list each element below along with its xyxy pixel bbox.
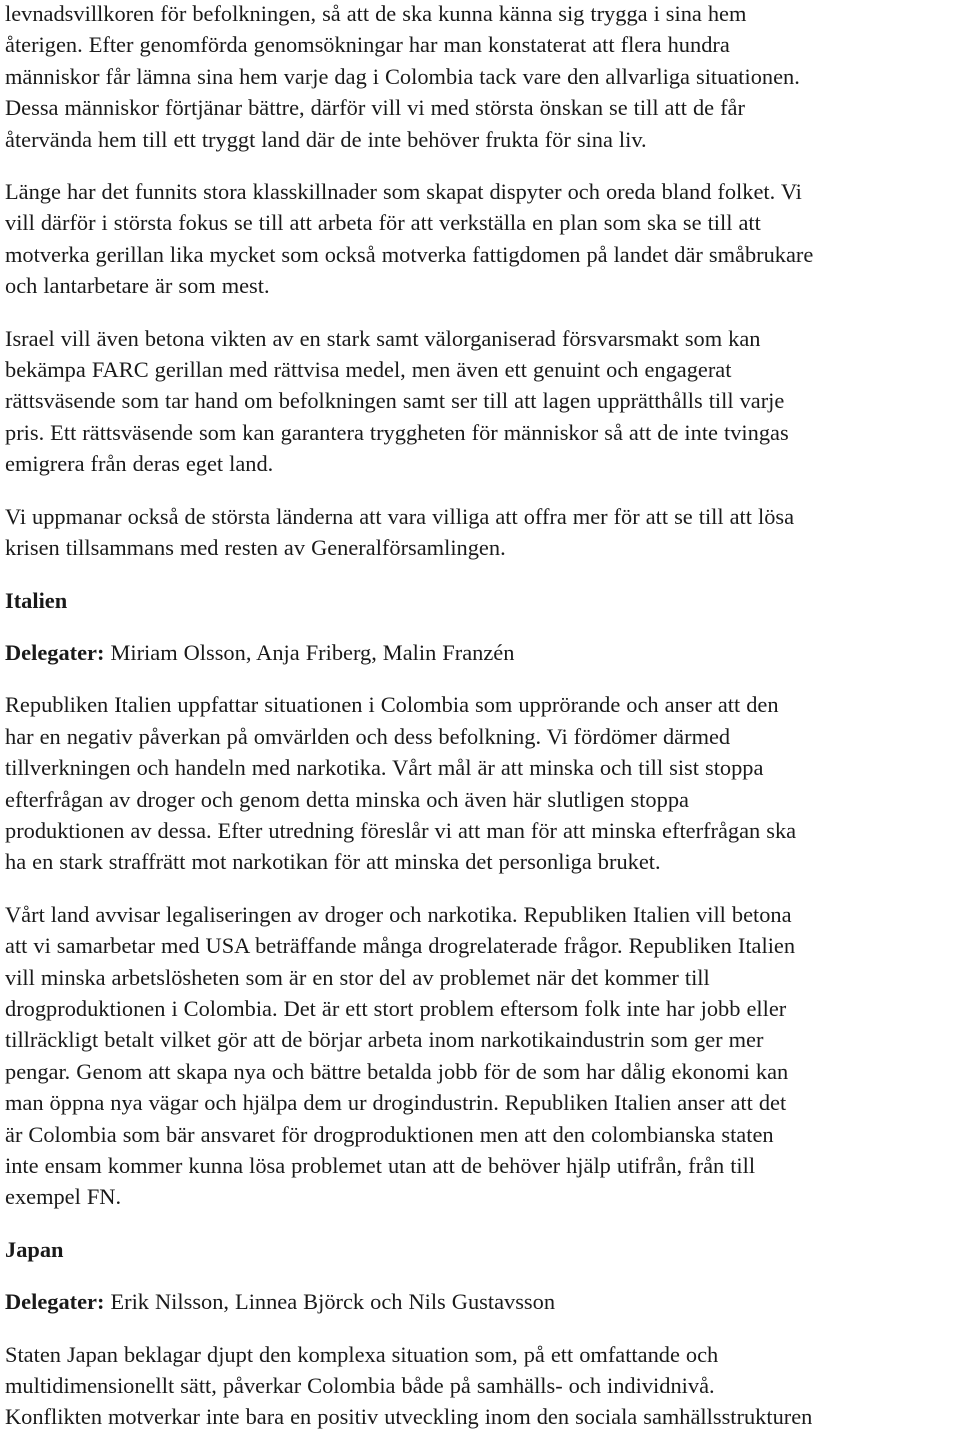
- text-line: inte ensam kommer kunna lösa problemet utan att de behöver hjälp utifrån, från till: [5, 1153, 756, 1178]
- delegates-names: Miriam Olsson, Anja Friberg, Malin Franzén: [104, 639, 515, 665]
- text-line: levnadsvillkoren för befolkningen, så att de ska kunna känna sig trygga i sina hem: [5, 1, 747, 26]
- text-line: återigen. Efter genomförda genomsökningar har man konstaterat att flera hundra: [5, 32, 730, 58]
- text-line: tillverkningen och handeln med narkotika. Vårt mål är att minska och till sist stoppa: [5, 755, 764, 781]
- text-line: motverka gerillan lika mycket som också motverka fattigdomen på landet där småbrukare: [5, 241, 814, 267]
- japan-paragraph-1: [5, 1339, 954, 1433]
- text-line: exempel FN.: [5, 1184, 122, 1210]
- text-line: produktionen av dessa. Efter utredning föreslår vi att man för att minska efterfrågan ska: [5, 817, 797, 843]
- text-line: Konflikten motverkar inte bara en positiv utveckling inom den sociala samhällsstrukturen: [5, 1404, 813, 1430]
- delegates-italy: [5, 637, 954, 668]
- text-line: Vi uppmanar också de största länderna att vara villiga att offra mer för att se till att lösa: [5, 503, 795, 529]
- text-line: efterfrågan av droger och genom detta minska och även här slutligen stoppa: [5, 786, 689, 812]
- text-line: Republiken Italien uppfattar situationen i Colombia som upprörande och anser att den: [5, 692, 779, 718]
- text-line: vill därför i största fokus se till att arbeta för att verkställa en plan som ska se till att: [5, 210, 761, 236]
- section-heading-japan: Japan: [5, 1236, 64, 1262]
- text-line: har en negativ påverkan på omvärlden och dess befolkning. Vi fördömer därmed: [5, 723, 731, 749]
- delegates-label: Delegater:: [5, 1289, 105, 1315]
- text-line: Staten Japan beklagar djupt den komplexa situation som, på ett omfattande och: [5, 1341, 719, 1367]
- text-line: är Colombia som bär ansvaret för drogproduktionen men att den colombianska staten: [5, 1121, 774, 1147]
- text-line: Länge har det funnits stora klasskillnader som skapat dispyter och oreda bland folket. Vi: [5, 179, 802, 205]
- text-line: vill minska arbetslösheten som är en stor del av problemet när det kommer till: [5, 964, 710, 990]
- text-line: multidimensionellt sätt, påverkar Colombia både på samhälls- och individnivå.: [5, 1373, 715, 1399]
- intro-paragraph-4: [5, 501, 954, 564]
- delegates-japan: [5, 1286, 954, 1317]
- intro-paragraph-3: [5, 323, 954, 480]
- text-line: och lantarbetare är som mest.: [5, 273, 270, 299]
- delegates-label: Delegater:: [5, 639, 105, 665]
- text-line: Dessa människor förtjänar bättre, därför vill vi med största önskan se till att de får: [5, 95, 745, 121]
- text-line: människor får lämna sina hem varje dag i Colombia tack vare den allvarliga situationen.: [5, 63, 800, 89]
- delegates-names: Erik Nilsson, Linnea Björck och Nils Gustavsson: [104, 1289, 556, 1315]
- text-line: drogproduktionen i Colombia. Det är ett stort problem eftersom folk inte har jobb eller: [5, 995, 787, 1021]
- text-line: ha en stark straffrätt mot narkotikan för att minska det personliga bruket.: [5, 849, 661, 875]
- text-line: att vi samarbetar med USA beträffande många drogrelaterade frågor. Republiken Italien: [5, 933, 796, 959]
- text-line: pris. Ett rättsväsende som kan garantera tryggheten för människor så att de inte tvingas: [5, 419, 789, 445]
- text-line: återvända hem till ett tryggt land där de inte behöver frukta för sina liv.: [5, 126, 647, 152]
- intro-paragraph-2: [5, 176, 954, 302]
- text-line: bekämpa FARC gerillan med rättvisa medel, men även ett genuint och engagerat: [5, 357, 732, 383]
- section-heading-italy: Italien: [5, 587, 68, 613]
- document-page: [5, 0, 954, 1433]
- text-line: rättsväsende som tar hand om befolkningen samt ser till att lagen upprätthålls till varje: [5, 388, 785, 414]
- text-line: tillräckligt betalt vilket gör att de börjar arbeta inom narkotikaindustrin som ger mer: [5, 1027, 764, 1053]
- text-line: emigrera från deras eget land.: [5, 451, 274, 477]
- text-line: man öppna nya vägar och hjälpa dem ur drogindustrin. Republiken Italien anser att det: [5, 1090, 787, 1116]
- text-line: Israel vill även betona vikten av en stark samt välorganiserad försvarsmakt som kan: [5, 325, 761, 351]
- italy-paragraph-2: [5, 899, 954, 1213]
- text-line: pengar. Genom att skapa nya och bättre betalda jobb för de som har dålig ekonomi kan: [5, 1058, 789, 1084]
- italy-paragraph-1: [5, 689, 954, 877]
- intro-paragraph-1: [5, 0, 954, 155]
- text-line: Vårt land avvisar legaliseringen av droger och narkotika. Republiken Italien vill betona: [5, 901, 792, 927]
- text-line: krisen tillsammans med resten av Generalförsamlingen.: [5, 535, 506, 561]
